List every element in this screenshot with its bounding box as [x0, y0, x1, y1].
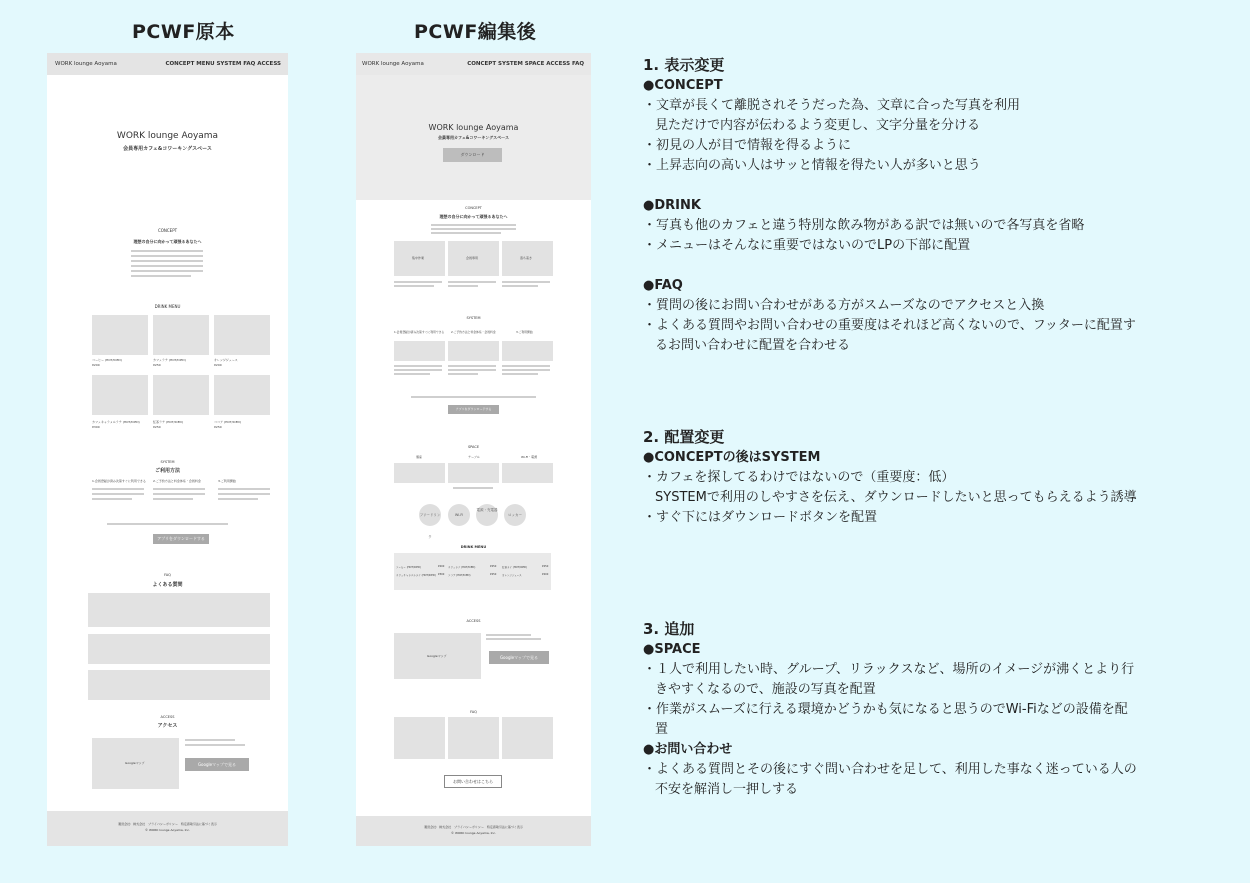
edited-system-step: 3.ご利用開始	[516, 330, 533, 334]
edited-drink-price: ¥250	[490, 565, 497, 568]
edited-access-label: ACCESS	[466, 619, 481, 623]
original-map-button[interactable]: Googleマップで見る	[185, 758, 249, 771]
note-line: ・メニューはそんなに重要ではないのでLPの下部に配置	[643, 238, 971, 253]
edited-footer-links: 運営会社：株式会社 プライバシーポリシー 特定商取引法に基づく表示	[424, 825, 523, 829]
original-drink-label: DRINK MENU	[154, 304, 181, 309]
original-drink-photo	[153, 375, 209, 415]
original-brand: WORK lounge Aoyama	[55, 61, 117, 67]
edited-map-label: Googleマップ	[427, 654, 447, 658]
contact-head: ●お問い合わせ	[643, 742, 733, 757]
edited-concept-photo	[448, 241, 499, 276]
original-drink-price: ¥200	[214, 363, 222, 367]
note-line: ・初見の人が目で情報を得るように	[643, 138, 852, 153]
original-drink-name: カフェラテ (HOT/ICED)	[153, 358, 186, 362]
original-column-title: PCWF原本	[132, 21, 235, 43]
original-concept-heading: 理想の自分に向かって頑張るあなたへ	[133, 239, 202, 244]
note-line: 見ただけで内容が伝わるよう変更し、文字分量を分ける	[655, 118, 981, 133]
original-drink-name: コーヒー (HOT/ICED)	[92, 358, 122, 362]
original-access-heading: アクセス	[157, 723, 178, 729]
edited-space-photo	[394, 463, 445, 483]
edited-drink-name: ココア (HOT/ICED)	[448, 574, 471, 577]
edited-drink-name: カフェラテ (HOT/ICED)	[448, 566, 476, 569]
original-map-label: Googleマップ	[125, 761, 145, 765]
edited-footer-copyright: © WORK lounge Aoyama, Inc.	[451, 831, 496, 835]
edited-drink-table	[394, 553, 551, 590]
original-access-label: ACCESS	[160, 715, 175, 719]
system-head: ●CONCEPTの後はSYSTEM	[643, 450, 821, 465]
note-line: ・カフェを探してるわけではないので（重要度：低）	[643, 470, 955, 485]
space-head: ●SPACE	[643, 642, 701, 657]
edited-concept-label: CONCEPT	[465, 206, 482, 210]
edited-system-label: SYSTEM	[466, 316, 481, 320]
note-line: ・文章が長くて離脱されそうだった為、文章に合った写真を利用	[643, 98, 1021, 113]
edited-map-button[interactable]: Googleマップで見る	[489, 651, 549, 664]
original-drink-price: ¥250	[153, 363, 161, 367]
edited-system-step: 2.ご予約方法と料金体系・会員料金	[451, 330, 496, 334]
original-drink-name: カフェキャラメルラテ (HOT/ICED)	[92, 420, 140, 424]
edited-concept-photo-label: 落ち着き	[520, 256, 533, 260]
original-footer-links: 運営会社：株式会社 プライバシーポリシー 特定商取引法に基づく表示	[118, 822, 217, 826]
edited-amenity-circle: ロッカー	[504, 504, 526, 526]
edited-faq-item	[448, 717, 499, 759]
original-map	[92, 738, 179, 789]
edited-download-button[interactable]: アプリをダウンロードする	[448, 405, 499, 414]
edited-drink-price: ¥250	[490, 573, 497, 576]
edited-space-col: テーブル	[468, 455, 480, 459]
edited-drink-price: ¥200	[542, 573, 549, 576]
edited-hero-sub: 会員専用カフェ&コワーキングスペース	[438, 135, 509, 140]
original-hero-title: WORK lounge Aoyama	[116, 131, 219, 141]
edited-brand: WORK lounge Aoyama	[362, 61, 424, 67]
edited-system-photo	[448, 341, 499, 361]
edited-space-label: SPACE	[467, 445, 480, 449]
edited-map	[394, 633, 481, 679]
edited-drink-price: ¥200	[438, 565, 445, 568]
edited-hero-title: WORK lounge Aoyama	[428, 123, 519, 132]
note-line: ・よくある質問とその後にすぐ問い合わせを足して、利用した事なく迷っている人の	[643, 762, 1137, 777]
edited-space-col: 個室	[416, 455, 423, 459]
section1-title: 1. 表示変更	[643, 56, 725, 74]
edited-contact-button[interactable]: お問い合わせはこちら	[444, 775, 502, 788]
original-drink-photo	[214, 315, 270, 355]
original-drink-name: 紅茶ラテ (HOT/ICED)	[153, 420, 183, 424]
faq-head: ●FAQ	[643, 278, 683, 293]
note-line: ・質問の後にお問い合わせがある方がスムーズなのでアクセスと入換	[643, 298, 1045, 313]
edited-system-photo	[394, 341, 445, 361]
concept-head: ●CONCEPT	[643, 78, 723, 93]
section2-title: 2. 配置変更	[643, 428, 725, 446]
edited-space-col: Wi-Fi・電源	[521, 455, 538, 459]
edited-footer	[356, 816, 591, 846]
edited-faq-label: FAQ	[470, 710, 477, 714]
original-footer	[47, 811, 288, 846]
edited-drink-name: オレンジジュース	[502, 574, 522, 577]
original-faq-label: FAQ	[164, 573, 171, 577]
note-line: 不安を解消し一押しする	[655, 782, 799, 797]
edited-space-photo	[502, 463, 553, 483]
original-faq-item	[88, 634, 270, 664]
edited-concept-photo	[394, 241, 445, 276]
note-line: るお問い合わせに配置を合わせる	[655, 338, 851, 353]
note-line: きやすくなるので、施設の写真を配置	[655, 682, 876, 697]
original-faq-item	[88, 593, 270, 627]
original-drink-photo	[214, 375, 270, 415]
note-line: SYSTEMで利用のしやすさを伝え、ダウンロードしたいと思ってもらえるよう誘導	[655, 490, 1137, 505]
note-line: ・すぐ下にはダウンロードボタンを配置	[643, 510, 878, 525]
note-line: ・写真も他のカフェと違う特別な飲み物がある訳では無いので各写真を省略	[643, 218, 1085, 233]
original-drink-name: ココア (HOT/ICED)	[214, 420, 241, 424]
edited-amenity-circle: 電源・充電器	[476, 504, 498, 526]
edited-concept-photo-label: 会員専用	[466, 256, 479, 260]
original-drink-price: ¥250	[153, 425, 161, 429]
original-wireframe	[47, 53, 288, 846]
original-drink-name: オレンジジュース	[214, 358, 238, 362]
edited-system-photo	[502, 341, 553, 361]
original-system-step: 3.ご利用開始	[218, 479, 236, 483]
edited-wireframe	[356, 53, 591, 846]
edited-hero-download-button[interactable]: ダウンロード	[443, 148, 502, 162]
edited-system-step: 1.会員登録が済み次第すぐに利用できる	[394, 330, 445, 334]
edited-faq-item	[502, 717, 553, 759]
original-system-step: 1.会員登録が済み次第すぐに利用できる	[92, 479, 146, 483]
edited-header	[356, 53, 591, 75]
edited-concept-photo-label: 集中作業	[412, 256, 425, 260]
edited-amenity-circle: フリードリンク	[419, 504, 441, 526]
edited-drink-name: 紅茶ラテ (HOT/ICED)	[502, 566, 527, 569]
original-faq-item	[88, 670, 270, 700]
original-nav: CONCEPT MENU SYSTEM FAQ ACCESS	[165, 61, 281, 67]
original-footer-copyright: © WORK lounge Aoyama, Inc.	[145, 828, 190, 832]
edited-concept-photo	[502, 241, 553, 276]
original-system-step: 2.ご予約方法と料金体系・会員料金	[153, 479, 201, 483]
original-header	[47, 53, 288, 75]
section3-title: 3. 追加	[643, 620, 695, 638]
original-drink-photo	[92, 315, 148, 355]
original-drink-price: ¥200	[92, 363, 100, 367]
edited-amenity-circle: Wi-Fi	[448, 504, 470, 526]
original-drink-price: ¥300	[92, 425, 100, 429]
original-concept-label: CONCEPT	[157, 228, 178, 233]
original-drink-photo	[153, 315, 209, 355]
original-hero-sub: 会員専用カフェ&コワーキングスペース	[123, 146, 212, 152]
drink-head: ●DRINK	[643, 198, 701, 213]
note-line: ・よくある質問やお問い合わせの重要度はそれほど高くないので、フッターに配置す	[643, 318, 1136, 333]
note-line: ・作業がスムーズに行える環境かどうかも気になると思うのでWi-Fiなどの設備を配	[643, 702, 1128, 717]
note-line: ・上昇志向の高い人はサッと情報を得たい人が多いと思う	[643, 158, 981, 173]
edited-drink-name: コーヒー (HOT/ICED)	[396, 566, 421, 569]
note-line: ・１人で利用したい時、グループ、リラックスなど、場所のイメージが沸くとより行	[643, 662, 1135, 677]
edited-space-photo	[448, 463, 499, 483]
edited-faq-item	[394, 717, 445, 759]
edited-drink-price: ¥250	[542, 565, 549, 568]
original-system-heading: ご利用方法	[154, 468, 180, 474]
original-faq-heading: よくある質問	[152, 582, 183, 588]
note-line: 置	[655, 722, 669, 737]
edited-drink-name: カフェキャラメルラテ (HOT/ICED)	[396, 574, 436, 577]
original-system-label: SYSTEM	[160, 460, 175, 464]
original-download-button[interactable]: アプリをダウンロードする	[153, 534, 209, 544]
edited-column-title: PCWF編集後	[414, 21, 537, 43]
edited-nav: CONCEPT SYSTEM SPACE ACCESS FAQ	[467, 61, 584, 67]
edited-drink-price: ¥300	[438, 573, 445, 576]
edited-concept-heading: 理想の自分に向かって頑張るあなたへ	[439, 214, 508, 219]
change-notes	[643, 54, 1223, 800]
original-drink-price: ¥250	[214, 425, 222, 429]
original-drink-photo	[92, 375, 148, 415]
edited-drink-label: DRINK MENU	[460, 545, 487, 549]
